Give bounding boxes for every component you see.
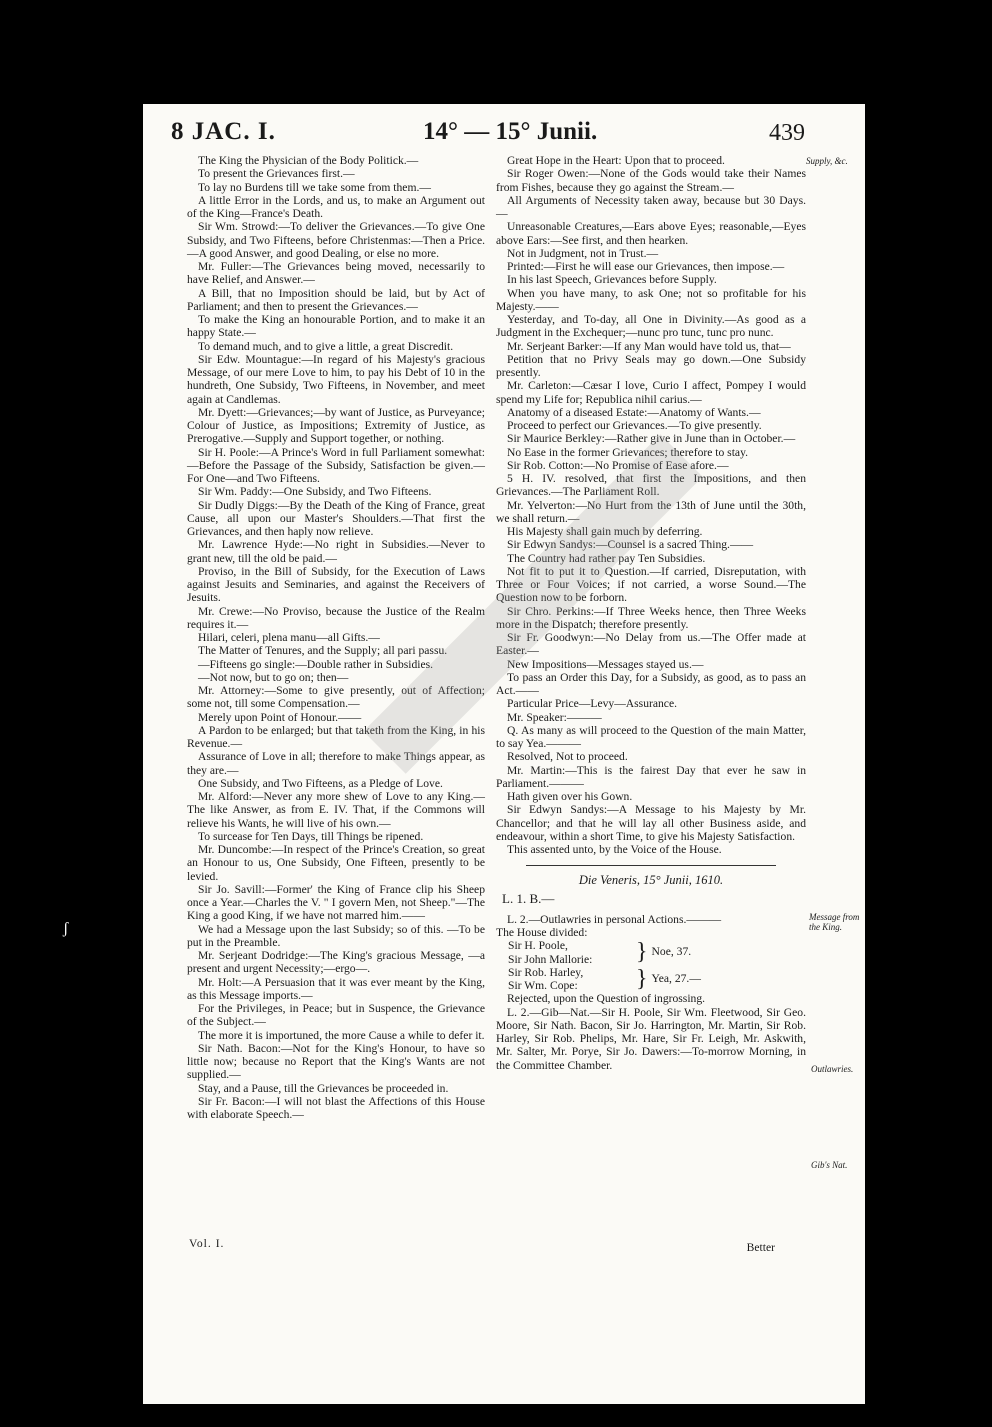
text-paragraph: To present the Grievances first.— (198, 167, 355, 181)
margin-note-outlawries: Outlawries. (811, 1064, 854, 1074)
text-paragraph: Resolved, Not to proceed. (507, 750, 628, 764)
text-paragraph: Unreasonable Creatures,—Ears above Eyes; reasonable,—Eyes above Ears:—See first, and then hearken. (496, 220, 806, 247)
text-paragraph: Sir Edw. Mountague:—In regard of his Majesty's gracious Message, of our mere Love to him, to pay his Debt of 10 in the hundreth, One Subsidy, Two Fifteens, in November, and meet again at Candlemas. (187, 352, 485, 406)
text-paragraph: In his last Speech, Grievances before Supply. (507, 273, 717, 287)
text-paragraph: Sir Maurice Berkley:—Rather give in June than in October.— (507, 432, 796, 446)
text-paragraph: Stay, and a Pause, till the Grievances be proceeded in. (198, 1081, 449, 1095)
page-header (143, 118, 865, 154)
text-paragraph: Mr. Speaker:——— (507, 710, 602, 724)
teller-name: Sir H. Poole, (508, 939, 568, 953)
text-paragraph: His Majesty shall gain much by deferring. (507, 525, 703, 538)
volume-signature: Vol. I. (189, 1237, 225, 1250)
text-paragraph: Sir Roger Owen:—None of the Gods would take their Names from Fishes, because they go against the Stream.— (496, 167, 806, 194)
margin-note-message: Message from the King. (809, 912, 860, 932)
text-paragraph: Mr. Holt:—A Persuasion that it was ever meant by the King, as this Message imports.— (187, 975, 485, 1002)
text-paragraph: Printed:—First he will ease our Grievances, then impose.— (507, 260, 785, 273)
text-paragraph: For the Privileges, in Peace; but in Suspence, the Grievance of the Subject.— (187, 1002, 485, 1029)
text-paragraph: Q. As many as will proceed to the Question of the main Matter, to say Yea.——— (496, 723, 806, 750)
text-paragraph: One Subsidy, and Two Fifteens, as a Pledge of Love. (198, 776, 443, 790)
text-paragraph: Mr. Serjeant Dodridge:—The King's gracious Message, —a present and urgent Necessity;—ergo—. (187, 949, 485, 976)
day-heading: Die Veneris, 15° Junii, 1610. (578, 873, 724, 888)
text-paragraph: To lay no Burdens till we take some from them.— (198, 180, 431, 194)
left-column (187, 154, 485, 1121)
text-paragraph: 5 H. IV. resolved, that first the Impositions, and then Grievances.—The Parliament Roll. (496, 472, 806, 499)
text-paragraph: Mr. Crewe:—No Proviso, because the Justice of the Realm requires it.— (187, 604, 485, 631)
text-paragraph: The Country had rather pay Ten Subsidies. (507, 551, 706, 565)
running-head-left: 8 JAC. I. (171, 118, 276, 145)
text-paragraph: Assurance of Love in all; therefore to make Things appear, as they are.— (187, 750, 485, 777)
vote-yea (508, 966, 806, 993)
text-paragraph: The King the Physician of the Body Politick.— (198, 154, 419, 167)
text-paragraph: Mr. Lawrence Hyde:—No right in Subsidies.—Never to grant new, till the old be paid.— (187, 538, 485, 565)
outlawries-entry: L. 2.—Outlawries in personal Actions.——— (507, 912, 722, 926)
text-paragraph: Sir Fr. Goodwyn:—No Delay from us.—The Offer made at Easter.— (496, 631, 806, 658)
text-paragraph: Sir Chro. Perkins:—If Three Weeks hence, then Three Weeks more in the Dispatch; therefore presently. (496, 604, 806, 631)
margin-note-gib: Gib's Nat. (811, 1160, 848, 1170)
text-paragraph: Mr. Yelverton:—No Hurt from the 13th of June until the 30th, we shall return.— (496, 498, 806, 525)
text-paragraph: Sir Rob. Cotton:—No Promise of Ease afore.— (507, 458, 729, 472)
text-paragraph: Hilari, celeri, plena manu—all Gifts.— (198, 631, 380, 644)
text-paragraph: Sir Wm. Paddy:—One Subsidy, and Two Fifteens. (198, 485, 432, 499)
vote-noe (508, 939, 806, 966)
text-paragraph: No Ease in the former Grievances; therefore to stay. (507, 445, 749, 459)
rejected-entry: Rejected, upon the Question of ingrossing. (507, 992, 706, 1006)
text-paragraph: Not fit to put it to Question.—If carried, Disreputation, with Three or Four Voices; if not carried, a worse Sound.—The Question now to be forborn. (496, 564, 806, 605)
text-paragraph: We had a Message upon the last Subsidy; so of this. —To be put in the Preamble. (187, 922, 485, 949)
document-page (63, 104, 865, 1404)
page-number: 439 (769, 120, 805, 146)
text-paragraph: A little Error in the Lords, and us, to make an Argument out of the King—France's Death. (187, 193, 485, 220)
yea-count: Yea, 27.— (651, 971, 701, 985)
text-paragraph: A Bill, that no Imposition should be laid, but by Act of Parliament; and then to present the Grievances.— (187, 286, 485, 313)
text-paragraph: —Not now, but to go on; then— (198, 670, 349, 684)
text-paragraph: Sir Jo. Savill:—Former' the King of France clip his Sheep once a Year.—Charles the V. " I govern Men, not Sheep."—The King a good King, if we have not marred him.—— (187, 882, 485, 923)
running-head-center: 14° — 15° Junii. (423, 118, 598, 145)
text-paragraph: Mr. Carleton:—Cæsar I love, Curio I affect, Pompey I would spend my Life for; Republica nihil carius.— (496, 379, 806, 406)
text-paragraph: Sir Edwyn Sandys:—Counsel is a sacred Thing.—— (507, 538, 754, 552)
edge-mark: ʃ (63, 920, 69, 937)
text-paragraph: Proviso, in the Bill of Subsidy, for the Execution of Laws against Jesuits and Seminaries, and against the Receivers of Jesuits. (187, 564, 485, 605)
text-paragraph: Sir Wm. Strowd:—To deliver the Grievances.—To give One Subsidy, and Two Fifteens, before Christenmas:—Then a Price.—A good Answer, and good Dealing, or else no more. (187, 220, 485, 260)
text-paragraph: All Arguments of Necessity taken away, because but 30 Days.— (496, 193, 806, 220)
text-paragraph: Yesterday, and To-day, all One in Divinity.—As good as a Judgment in the Exchequer;—nunc pro tunc, tunc pro nunc. (496, 313, 806, 340)
section-rule (526, 865, 776, 866)
text-paragraph: New Impositions—Messages stayed us.— (507, 657, 704, 671)
gib-entry: L. 2.—Gib—Nat.—Sir H. Poole, Sir Wm. Fleetwood, Sir Geo. Moore, Sir Nath. Bacon, Sir Jo. Harrington, Mr. Martin, Sir Rob. Harley, Sir Rob. Phelips, Mr. Hare, Sir Fr. Leigh, Mr. Askwith, Mr. Salter, Mr. Porye, Sir Jo. Dawers:—To-morrow Morning, in the Committee Chamber. (496, 1005, 806, 1072)
text-paragraph: Sir Fr. Bacon:—I will not blast the Affections of this House with elaborate Speech.— (187, 1094, 485, 1121)
brace: } (636, 939, 648, 966)
text-paragraph: Sir Nath. Bacon:—Not for the King's Honour, to have so little now; because no Report that the King's Wants are not supplied.— (187, 1041, 485, 1082)
text-paragraph: Proceed to perfect our Grievances.—To give presently. (507, 419, 762, 432)
text-paragraph: The Matter of Tenures, and the Supply; all pari passu. (198, 644, 448, 658)
catchword: Better (746, 1241, 775, 1254)
teller-name: Sir Wm. Cope: (508, 979, 578, 992)
text-paragraph: To surcease for Ten Days, till Things be ripened. (198, 829, 424, 843)
text-paragraph: To pass an Order this Day, for a Subsidy, as good, as to pass an Act.—— (496, 670, 806, 697)
text-paragraph: Mr. Duncombe:—In respect of the Prince's Creation, so great an Honour to us, One Subsidy, One Fifteen, presently to be levied. (187, 843, 485, 883)
teller-name: Sir Rob. Harley, (508, 965, 584, 979)
house-divided: The House divided: (496, 926, 588, 939)
text-paragraph: To demand much, and to give a little, a great Discredit. (198, 339, 454, 353)
text-paragraph: Sir Dudly Diggs:—By the Death of the King of France, great Cause, all upon our Master's Shoulders.—That first the Grievances, and then haply now relieve. (187, 498, 485, 538)
text-paragraph: Particular Price—Levy—Assurance. (507, 697, 677, 711)
text-paragraph: Petition that no Privy Seals may go down.—One Subsidy presently. (496, 352, 806, 379)
text-paragraph: A Pardon to be enlarged; but that taketh from the King, in his Revenue.— (187, 723, 485, 750)
margin-note-supply: Supply, &c. (806, 156, 848, 166)
text-paragraph: Mr. Martin:—This is the fairest Day that ever he saw in Parliament.——— (496, 763, 806, 790)
text-paragraph: Mr. Fuller:—The Grievances being moved, necessarily to have Relief, and Answer.— (187, 260, 485, 287)
noe-count: Noe, 37. (651, 945, 692, 959)
text-paragraph: Not in Judgment, not in Trust.— (507, 246, 659, 260)
text-paragraph: Merely upon Point of Honour.—— (198, 710, 362, 724)
text-paragraph: When you have many, to ask One; not so profitable for his Majesty.—— (496, 286, 806, 313)
text-paragraph: Sir H. Poole:—A Prince's Word in full Parliament somewhat:—Before the Passage of the Subsidy, Satisfaction be given.—For One—and Two Fifteens. (187, 445, 485, 485)
text-paragraph: The more it is importuned, the more Cause a while to defer it. (198, 1028, 485, 1042)
text-paragraph: Mr. Serjeant Barker:—If any Man would have told us, that— (507, 339, 791, 353)
text-paragraph: Anatomy of a diseased Estate:—Anatomy of Wants.— (507, 405, 761, 419)
text-paragraph: Mr. Dyett:—Grievances;—by want of Justice, as Purveyance; Colour of Justice, as Impositions; Extremity of Justice, as Prerogative.—Supply and Support together, or nothing. (187, 405, 485, 446)
text-paragraph: Sir Edwyn Sandys:—A Message to his Majesty by Mr. Chancellor; and that he will lay all other Business aside, and endeavour, within a short Time, to give his Majesty Satisfaction. (496, 803, 806, 843)
brace: } (636, 965, 648, 992)
text-paragraph: Mr. Attorney:—Some to give presently, out of Affection; some not, till some Compensation.— (187, 684, 485, 711)
text-paragraph: This assented unto, by the Voice of the House. (507, 843, 722, 856)
text-paragraph: Mr. Alford:—Never any more shew of Love to any King.—The like Answer, as from E. IV. That, if the Commons will relieve his Wants, he will live of his own.— (187, 790, 485, 830)
text-paragraph: Great Hope in the Heart: Upon that to proceed. (507, 154, 725, 167)
lords-bill-label: L. 1. B.— (502, 890, 555, 906)
teller-name: Sir John Mallorie: (508, 952, 593, 966)
text-paragraph: To make the King an honourable Portion, and to make it an happy State.— (187, 313, 485, 340)
text-paragraph: Hath given over his Gown. (507, 790, 633, 803)
text-paragraph: —Fifteens go single:—Double rather in Subsidies. (198, 657, 434, 671)
